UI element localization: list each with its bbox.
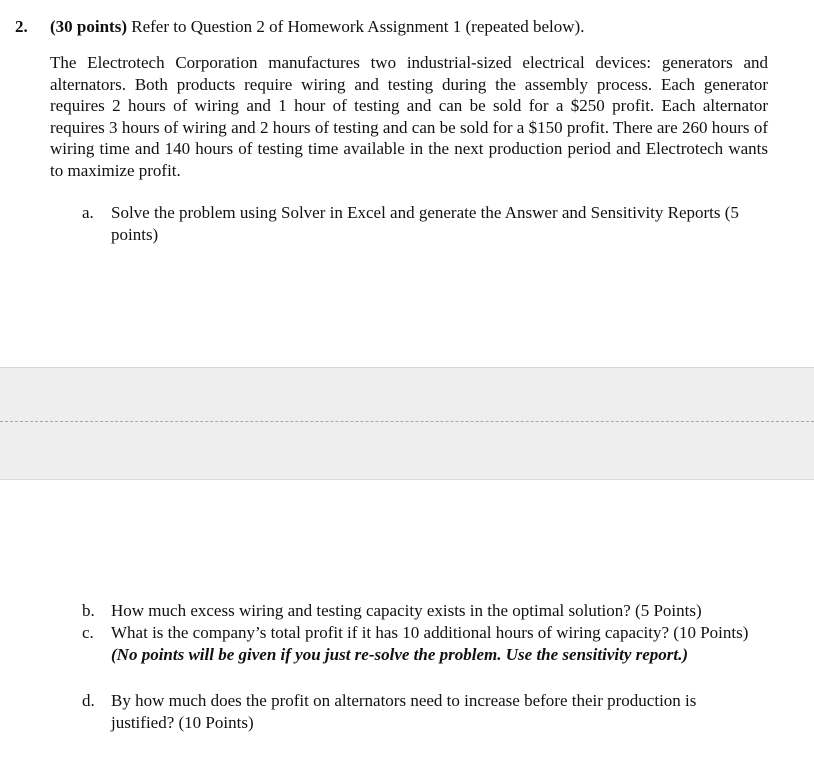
part-a-letter: a.	[82, 203, 94, 222]
question-title	[50, 16, 584, 38]
part-d-letter: d.	[82, 691, 95, 710]
question-points: (30 points)	[50, 17, 127, 36]
answer-area-band	[0, 367, 814, 480]
part-b-text: How much excess wiring and testing capacity exists in the optimal solution? (5 Points)	[111, 601, 702, 620]
part-c-text: What is the company’s total profit if it has 10 additional hours of wiring capacity? (10 Points)	[111, 623, 749, 642]
part-c-body	[111, 622, 751, 665]
part-b-letter: b.	[82, 601, 95, 620]
part-c-letter: c.	[82, 623, 94, 642]
question-title-text: Refer to Question 2 of Homework Assignment 1 (repeated below).	[126, 17, 585, 36]
question-number: 2.	[15, 17, 28, 36]
problem-paragraph: The Electrotech Corporation manufactures two industrial-sized electrical devices: generators and alternators. Both products require wiring and testing during the assembly process. Each generator requires 2 hours of wiring and 1 hour of testing and can be sold for a $250 profit. Each alternator requires 3 hours of wiring and 2 hours of testing and can be sold for a $150 profit. There are 260 hours of wiring time and 140 hours of testing time available in the next production period and Electrotech wants to maximize profit.	[50, 53, 768, 180]
part-d-text: By how much does the profit on alternators need to increase before their production is justified? (10 Points)	[111, 691, 697, 732]
part-a-text: Solve the problem using Solver in Excel and generate the Answer and Sensitivity Reports (5 points)	[111, 203, 739, 244]
part-c-note: (No points will be given if you just re-solve the problem. Use the sensitivity report.)	[111, 644, 689, 664]
page-break-divider	[0, 421, 814, 422]
